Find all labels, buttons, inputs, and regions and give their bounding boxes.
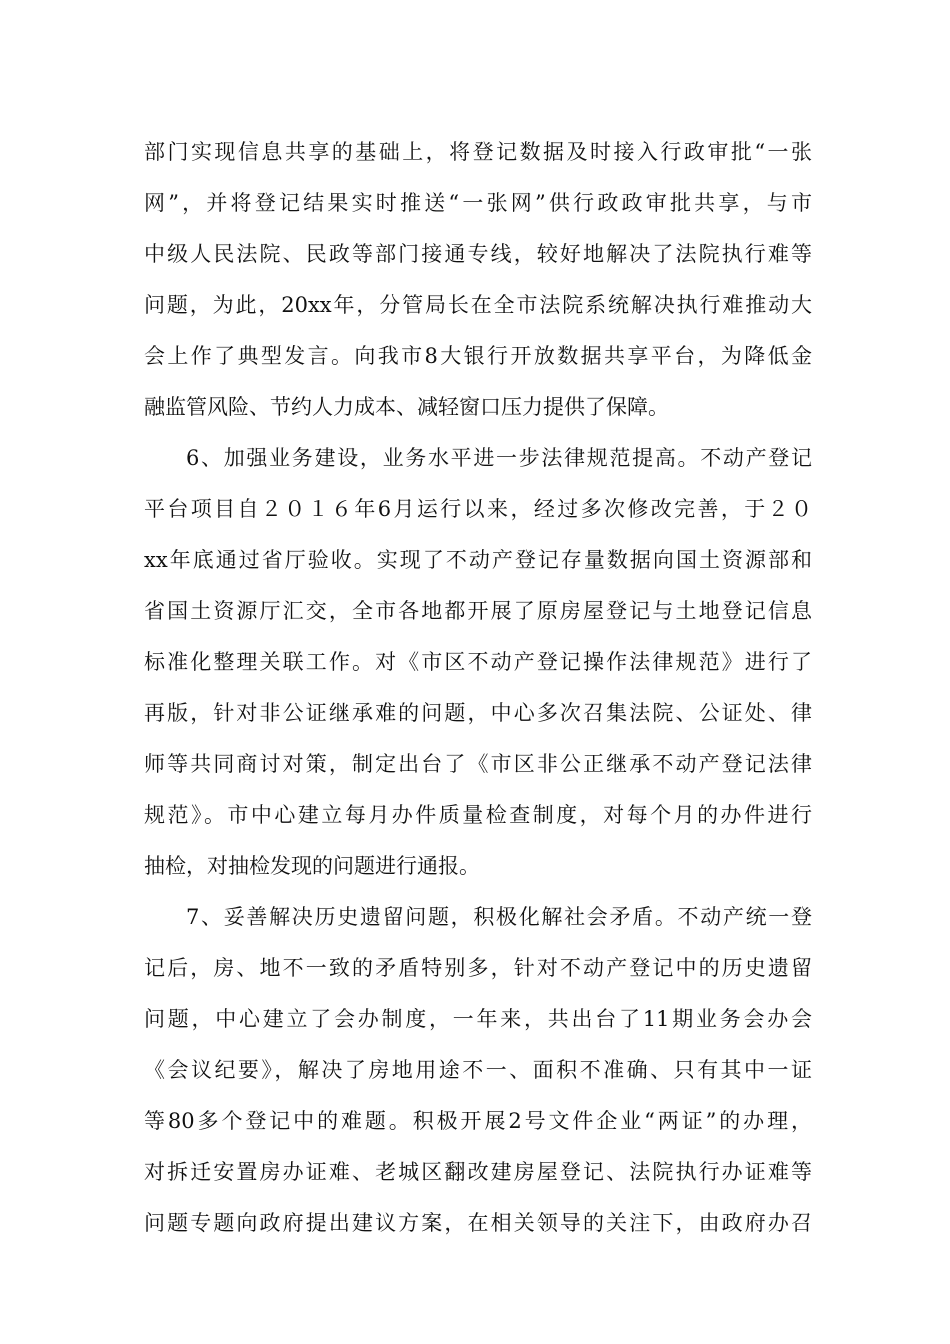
text-line: 会上作了典型发言。向我市8大银行开放数据共享平台，为降低金 — [144, 344, 812, 368]
text-line: 问题专题向政府提出建议方案，在相关领导的关注下，由政府办召 — [144, 1211, 812, 1235]
text-line: 等80多个登记中的难题。积极开展2号文件企业“两证”的办理， — [144, 1109, 812, 1133]
text-line: 部门实现信息共享的基础上，将登记数据及时接入行政审批“一张 — [144, 140, 812, 164]
text-line: xx年底通过省厅验收。实现了不动产登记存量数据向国土资源部和 — [144, 548, 812, 572]
text-line: 对拆迁安置房办证难、老城区翻改建房屋登记、法院执行办证难等 — [144, 1160, 812, 1184]
text-line: 中级人民法院、民政等部门接通专线，较好地解决了法院执行难等 — [144, 242, 812, 266]
text-line: 平台项目自２０１６年6月运行以来，经过多次修改完善，于２０ — [144, 497, 812, 521]
text-line: 《会议纪要》，解决了房地用途不一、面积不准确、只有其中一证 — [144, 1058, 812, 1082]
text-line: 师等共同商讨对策，制定出台了《市区非公正继承不动产登记法律 — [144, 752, 812, 776]
text-line: 再版，针对非公证继承难的问题，中心多次召集法院、公证处、律 — [144, 701, 812, 725]
text-line: 7、妥善解决历史遗留问题，积极化解社会矛盾。不动产统一登 — [186, 905, 812, 929]
text-line: 6、加强业务建设，业务水平进一步法律规范提高。不动产登记 — [186, 446, 812, 470]
text-line: 标准化整理关联工作。对《市区不动产登记操作法律规范》进行了 — [144, 650, 812, 674]
text-line: 规范》。市中心建立每月办件质量检查制度，对每个月的办件进行 — [144, 803, 812, 827]
document-body — [144, 127, 812, 1249]
text-line: 网”，并将登记结果实时推送“一张网”供行政政审批共享，与市 — [144, 191, 812, 215]
text-line: 记后，房、地不一致的矛盾特别多，针对不动产登记中的历史遗留 — [144, 956, 812, 980]
text-line: 问题，中心建立了会办制度，一年来，共出台了11期业务会办会 — [144, 1007, 812, 1031]
text-line: 问题，为此，20xx年，分管局长在全市法院系统解决执行难推动大 — [144, 293, 812, 317]
text-line: 融监管风险、节约人力成本、减轻窗口压力提供了保障。 — [144, 395, 669, 419]
text-line: 省国土资源厅汇交，全市各地都开展了原房屋登记与土地登记信息 — [144, 599, 812, 623]
text-line: 抽检，对抽检发现的问题进行通报。 — [144, 854, 480, 878]
